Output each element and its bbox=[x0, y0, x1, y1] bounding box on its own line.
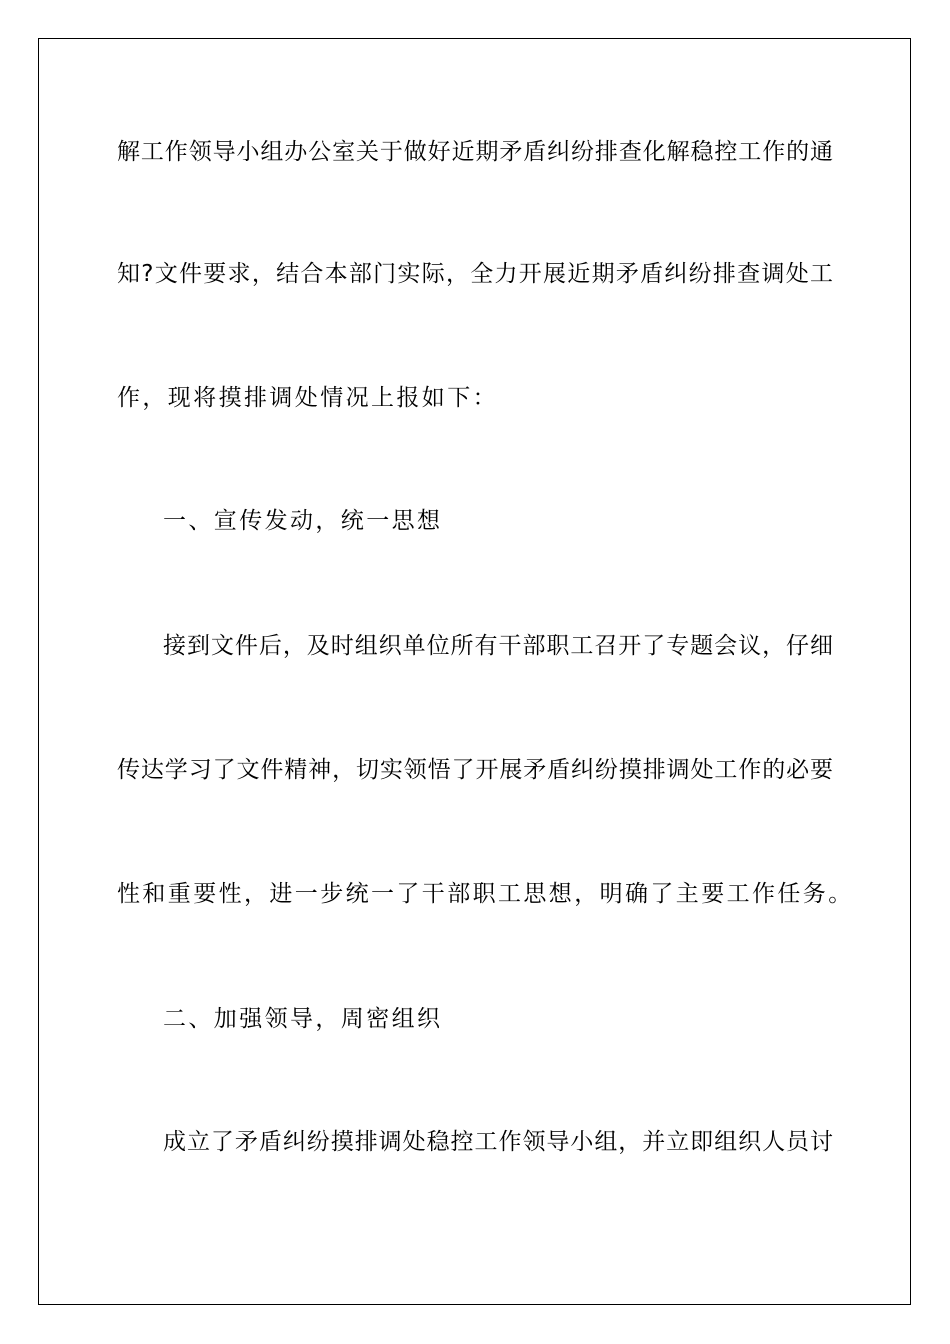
section-heading-1: 一、宣传发动，统一思想 bbox=[163, 508, 443, 534]
section-heading-2: 二、加强领导，周密组织 bbox=[163, 1006, 443, 1032]
page-border bbox=[38, 38, 911, 1305]
body-text-line-2: 知?文件要求，结合本部门实际，全力开展近期矛盾纠纷排查调处工 bbox=[117, 261, 833, 287]
body-text-line-7: 成立了矛盾纠纷摸排调处稳控工作领导小组，并立即组织人员讨 bbox=[163, 1129, 833, 1155]
body-text-line-6: 性和重要性，进一步统一了干部职工思想，明确了主要工作任务。 bbox=[117, 881, 854, 907]
body-text-line-5: 传达学习了文件精神，切实领悟了开展矛盾纠纷摸排调处工作的必要 bbox=[117, 757, 833, 783]
body-text-line-3: 作，现将摸排调处情况上报如下： bbox=[117, 385, 498, 411]
body-text-line-1: 解工作领导小组办公室关于做好近期矛盾纠纷排查化解稳控工作的通 bbox=[117, 139, 833, 165]
body-text-line-4: 接到文件后，及时组织单位所有干部职工召开了专题会议，仔细 bbox=[163, 633, 833, 659]
